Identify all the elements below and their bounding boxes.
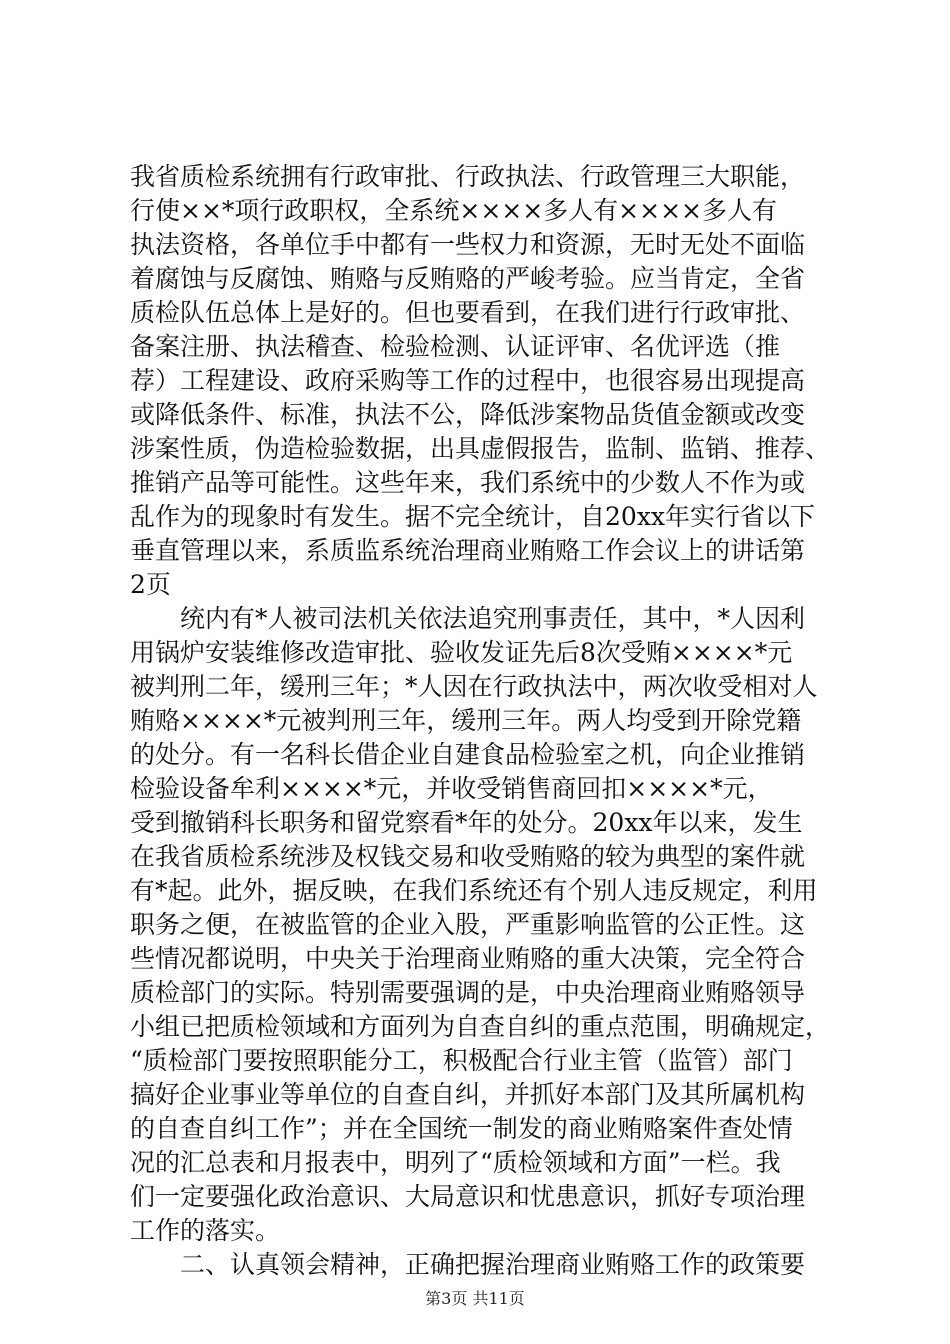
text-line: 或降低条件、标准，执法不公，降低涉案物品货值金额或改变	[130, 400, 806, 429]
text-line: 2页	[130, 570, 171, 599]
text-line: 工作的落实。	[130, 1216, 281, 1245]
text-line: 行使××*项行政职权，全系统××××多人有××××多人有	[130, 196, 777, 225]
text-line: 执法资格，各单位手中都有一些权力和资源，无时无处不面临	[130, 230, 806, 259]
text-line: 涉案性质，伪造检验数据，出具虚假报告，监制、监销、推荐、	[130, 434, 830, 463]
text-line: 质检部门的实际。特别需要强调的是，中央治理商业贿赂领导	[130, 978, 806, 1007]
body-text	[130, 160, 830, 1282]
text-line: 贿赂××××*元被判刑三年，缓刑三年。两人均受到开除党籍	[130, 706, 802, 735]
text-line: 们一定要强化政治意识、大局意识和忧患意识，抓好专项治理	[130, 1182, 806, 1211]
text-line: 的处分。有一名科长借企业自建食品检验室之机，向企业推销	[130, 740, 806, 769]
text-line: 用锅炉安装维修改造审批、验收发证先后8次受贿××××*元	[130, 638, 793, 667]
text-line: 统内有*人被司法机关依法追究刑事责任，其中，*人因利	[180, 604, 806, 633]
text-line: 些情况都说明，中央关于治理商业贿赂的重大决策，完全符合	[130, 944, 806, 973]
text-line: 有*起。此外，据反映，在我们系统还有个别人违反规定，利用	[130, 876, 818, 905]
text-line: 小组已把质检领域和方面列为自查自纠的重点范围，明确规定，	[130, 1012, 830, 1041]
text-line: 二、认真领会精神，正确把握治理商业贿赂工作的政策要	[180, 1250, 806, 1279]
text-line: 搞好企业事业等单位的自查自纠，并抓好本部门及其所属机构	[130, 1080, 806, 1109]
text-line: 我省质检系统拥有行政审批、行政执法、行政管理三大职能，	[130, 162, 806, 191]
text-line: 着腐蚀与反腐蚀、贿赂与反贿赂的严峻考验。应当肯定，全省	[130, 264, 806, 293]
text-line: 在我省质检系统涉及权钱交易和收受贿赂的较为典型的案件就	[130, 842, 806, 871]
text-line: 备案注册、执法稽查、检验检测、认证评审、名优评选（推	[130, 332, 781, 361]
text-line: 的自查自纠工作”；并在全国统一制发的商业贿赂案件查处情	[130, 1114, 793, 1143]
text-line: 受到撤销科长职务和留党察看*年的处分。20xx年以来，发生	[130, 808, 803, 837]
text-line: 荐）工程建设、政府采购等工作的过程中，也很容易出现提高	[130, 366, 806, 395]
text-line: 职务之便，在被监管的企业入股，严重影响监管的公正性。这	[130, 910, 806, 939]
text-line: 被判刑二年，缓刑三年；*人因在行政执法中，两次收受相对人	[130, 672, 818, 701]
text-line: 乱作为的现象时有发生。据不完全统计，自20xx年实行省以下	[130, 502, 816, 531]
text-line: 况的汇总表和月报表中，明列了“质检领域和方面”一栏。我	[130, 1148, 781, 1177]
text-line: 垂直管理以来，系质监系统治理商业贿赂工作会议上的讲话第	[130, 536, 806, 565]
page-footer: 第3页 共11页	[425, 1289, 525, 1308]
text-line: 推销产品等可能性。这些年来，我们系统中的少数人不作为或	[130, 468, 806, 497]
text-line: 检验设备牟利××××*元，并收受销售商回扣××××*元，	[130, 774, 773, 803]
text-line: 质检队伍总体上是好的。但也要看到，在我们进行行政审批、	[130, 298, 806, 327]
text-line: “质检部门要按照职能分工，积极配合行业主管（监管）部门	[130, 1046, 793, 1075]
